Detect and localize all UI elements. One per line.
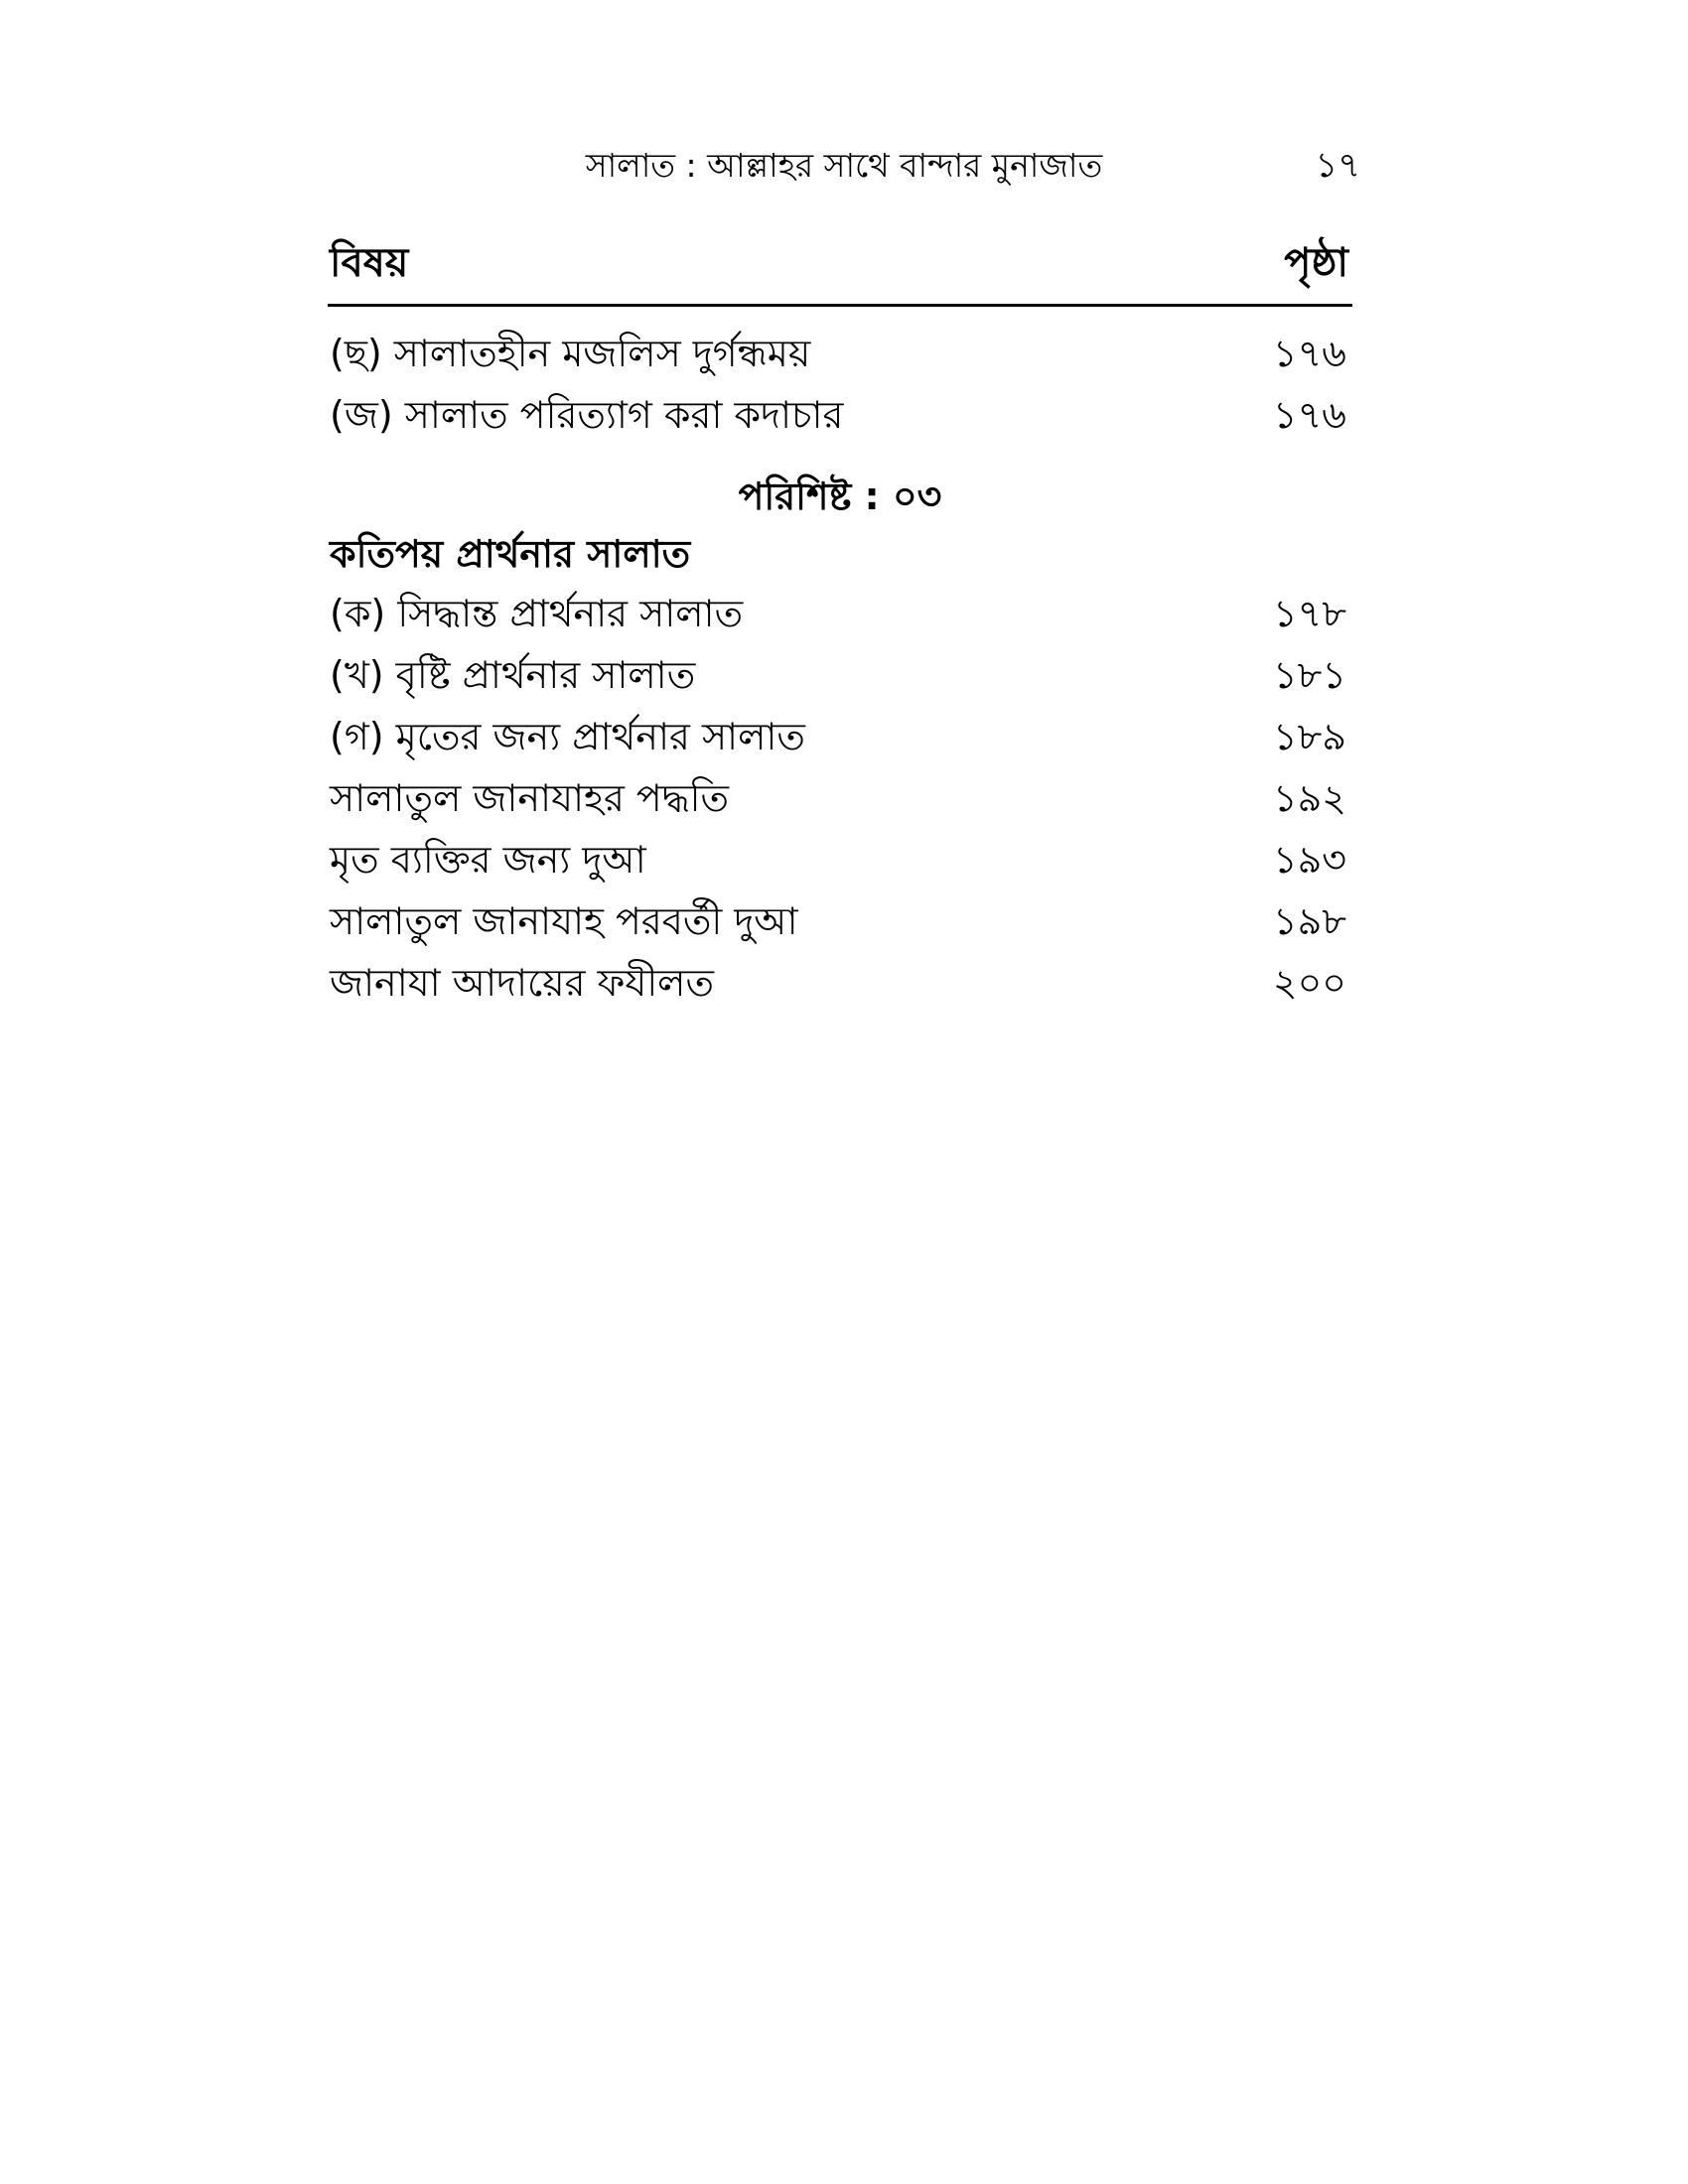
toc-entry-page: ১৭৬ — [1272, 332, 1346, 375]
toc-entry — [328, 384, 1352, 446]
toc-entry — [328, 952, 1352, 1014]
toc-entry — [328, 767, 1352, 829]
toc-entry-page: ১৭৮ — [1272, 592, 1346, 635]
toc-entry-label: সালাতুল জানাযাহ পরবর্তী দুআ — [330, 899, 798, 943]
toc-entry — [328, 890, 1352, 952]
toc-entry-page: ১৭৬ — [1272, 393, 1346, 437]
toc-entry-page: ১৯৩ — [1272, 838, 1346, 882]
toc-entry-page: ২০০ — [1272, 961, 1346, 1005]
toc-entry-label: সালাতুল জানাযাহর পদ্ধতি — [330, 776, 729, 820]
appendix-heading: পরিশিষ্ট : ০৩ — [738, 475, 942, 518]
toc-entry — [328, 706, 1352, 767]
toc-entry — [328, 644, 1352, 706]
toc-entry — [328, 583, 1352, 644]
toc-entry — [328, 829, 1352, 890]
toc-entry-label: (খ) বৃষ্টি প্রার্থনার সালাত — [330, 653, 696, 697]
toc-entry-label: (গ) মৃতের জন্য প্রার্থনার সালাত — [330, 715, 805, 758]
toc-entry-page: ১৯২ — [1272, 776, 1346, 820]
toc-entry-label: মৃত ব্যক্তির জন্য দুআ — [330, 838, 646, 882]
column-header-topic: বিষয় — [330, 240, 409, 286]
column-header-row — [328, 238, 1352, 307]
running-title: সালাত : আল্লাহর সাথে বান্দার মুনাজাত — [585, 146, 1103, 185]
toc-entry-label: (জ) সালাত পরিত্যাগ করা কদাচার — [330, 393, 844, 437]
toc-entry-label: (ক) সিদ্ধান্ত প্রার্থনার সালাত — [330, 592, 744, 635]
column-header-page: পৃষ্ঠা — [1284, 240, 1348, 286]
toc-list-continued — [328, 323, 1352, 446]
page-number: ১৭ — [1315, 146, 1360, 186]
toc-entry-page: ১৯৮ — [1273, 899, 1346, 943]
toc-list-appendix — [328, 583, 1352, 1014]
section-heading: কতিপয় প্রার্থনার সালাত — [330, 532, 691, 576]
toc-entry-label: জানাযা আদায়ের ফযীলত — [330, 961, 715, 1005]
toc-entry-page: ১৮৯ — [1273, 715, 1346, 758]
toc-entry-page: ১৮১ — [1273, 653, 1346, 697]
running-header — [328, 141, 1360, 191]
table-of-contents — [328, 238, 1352, 1014]
toc-entry — [328, 323, 1352, 384]
toc-entry-label: (ছ) সালাতহীন মজলিস দুর্গন্ধময় — [330, 332, 811, 375]
